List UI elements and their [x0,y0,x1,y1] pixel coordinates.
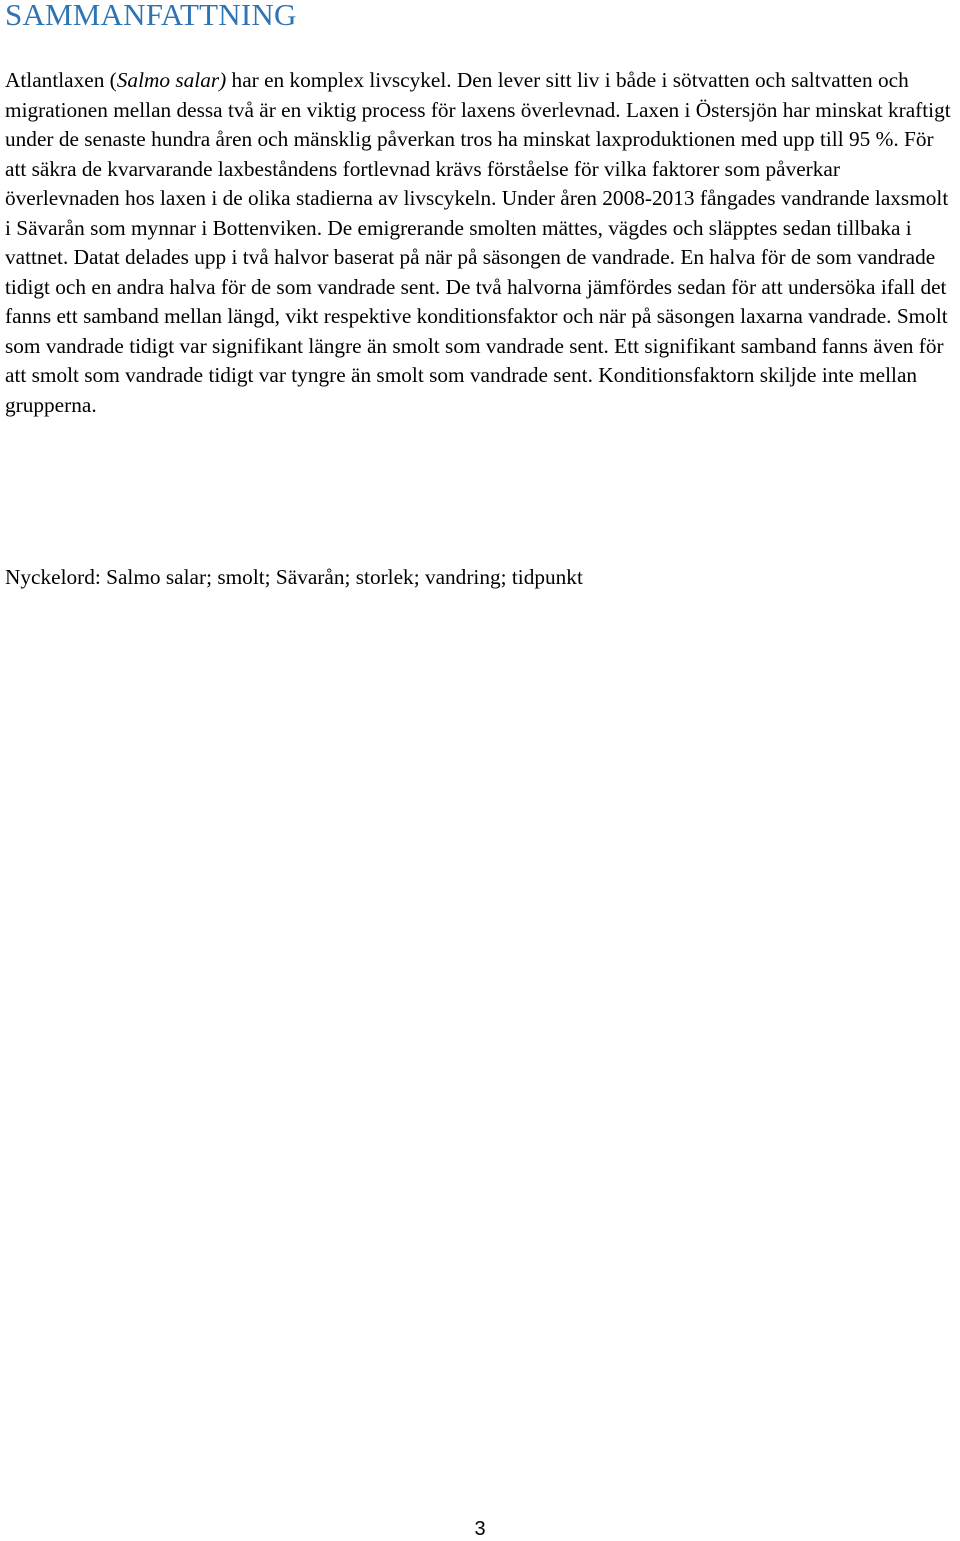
abstract-lead: Atlantlaxen ( [5,68,117,92]
abstract-body: har en komplex livscykel. Den lever sitt liv i både i sötvatten och saltvatten och migrationen mellan dessa två är en viktig process för laxens överlevnad. Laxen i Östersjön har minskat kraftigt under de senaste hundra åren och mänsklig påverkan tros ha minskat laxproduktionen med upp till 95 %. För att säkra de kvarvarande laxbeståndens fortlevnad krävs förståelse för vilka faktorer som påverkar överlevnaden hos laxen i de olika stadierna av livscykeln. Under åren 2008-2013 fångades vandrande laxsmolt i Sävarån som mynnar i Bottenviken. De emigrerande smolten mättes, vägdes och släpptes sedan tillbaka i vattnet. Datat delades upp i två halvor baserat på när på säsongen de vandrade. En halva för de som vandrade tidigt och en andra halva för de som vandrade sent. De två halvorna jämfördes sedan för att undersöka ifall det fanns ett samband mellan längd, vikt respektive konditionsfaktor och när på säsongen laxarna vandrade. Smolt som vandrade tidigt var signifikant längre än smolt som vandrade sent. Ett signifikant samband fanns även för att smolt som vandrade tidigt var tyngre än smolt som vandrade sent. Konditionsfaktorn skiljde inte mellan grupperna. [5,68,951,417]
abstract-paragraph [5,66,953,420]
page-number: 3 [474,1518,486,1540]
species-name: Salmo salar) [116,68,227,92]
section-heading: SAMMANFATTNING [5,0,297,32]
keywords-line: Nyckelord: Salmo salar; smolt; Sävarån; storlek; vandring; tidpunkt [5,565,583,589]
